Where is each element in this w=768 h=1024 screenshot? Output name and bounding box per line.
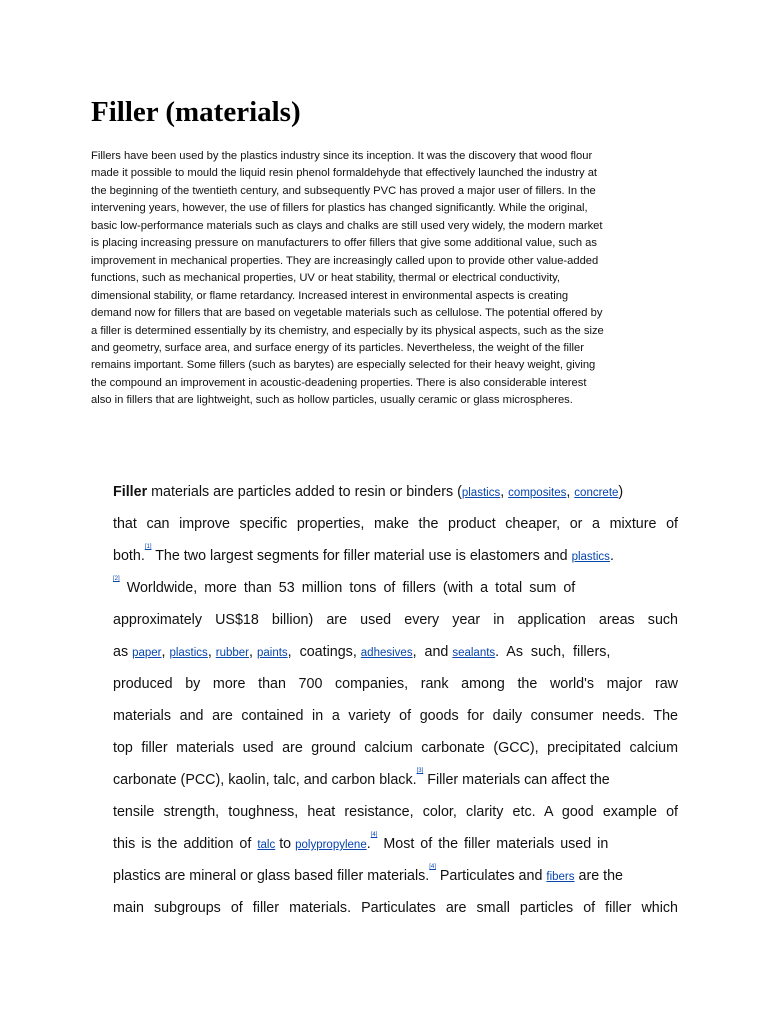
text: to xyxy=(275,836,296,852)
text: Worldwide, more than 53 million tons of fillers (with a total sum of xyxy=(119,580,576,596)
text: . As such, fillers, xyxy=(495,644,611,660)
reference-3[interactable]: [3] xyxy=(416,768,424,774)
intro-line: functions, such as mechanical properties, UV or heat stability, thermal or electrical conductivity, xyxy=(91,272,561,285)
intro-line: and geometry, surface area, and surface energy of its particles. Nevertheless, the weight of the filler xyxy=(91,341,584,354)
intro-line: the beginning of the twentieth century, and subsequently PVC has proved a major user of fillers. In the xyxy=(91,184,596,197)
reference-2[interactable]: [2] xyxy=(113,576,120,582)
intro-line: dimensional stability, or flame retardancy. Increased interest in environmental aspects is creating xyxy=(91,289,569,302)
main-line-7: produced by more than 700 companies, rank among the world's major raw xyxy=(113,676,678,692)
reference-1[interactable]: [1] xyxy=(144,544,152,550)
intro-line: is placing increasing pressure on manufacturers to offer fillers that give some additional value, such as xyxy=(91,237,597,250)
link-adhesives[interactable]: adhesives xyxy=(360,647,413,659)
intro-line: also in fillers that are lightweight, such as hollow particles, usually ceramic or glass microspheres. xyxy=(91,394,573,407)
text: Particulates and xyxy=(435,868,547,884)
text: plastics are mineral or glass based filler materials. xyxy=(113,868,430,884)
main-line-12 xyxy=(113,828,678,860)
text: ) xyxy=(618,484,624,500)
main-line-1 xyxy=(113,476,678,508)
main-line-5: approximately US$18 billion) are used every year in application areas such xyxy=(113,612,678,628)
main-paragraph xyxy=(113,476,678,924)
text: , xyxy=(566,484,575,500)
text: as xyxy=(113,644,133,660)
text: carbonate (PCC), kaolin, talc, and carbon black. xyxy=(113,772,417,788)
link-sealants[interactable]: sealants xyxy=(452,647,496,659)
text: both. xyxy=(113,548,145,564)
reference-5[interactable]: [4] xyxy=(429,864,436,870)
link-polypropylene[interactable]: polypropylene xyxy=(295,839,367,851)
main-line-9: top filler materials used are ground calcium carbonate (GCC), precipitated calcium xyxy=(113,740,678,756)
text: Filler materials can affect the xyxy=(423,772,610,788)
intro-line: made it possible to mould the liquid resin phenol formaldehyde that effectively launched the industry at xyxy=(91,167,598,180)
text: this is the addition of xyxy=(113,836,258,852)
text: , coatings, xyxy=(287,644,361,660)
link-fibers[interactable]: fibers xyxy=(546,871,575,883)
main-line-14: main subgroups of filler materials. Particulates are small particles of filler which xyxy=(113,900,678,916)
intro-line: a filler is determined essentially by its chemistry, and especially by its physical aspects, such as the size xyxy=(91,324,604,337)
text: , xyxy=(500,484,509,500)
link-talc[interactable]: talc xyxy=(257,839,276,851)
main-line-4 xyxy=(113,572,678,604)
text: Most of the filler materials used in xyxy=(377,836,609,852)
link-paints[interactable]: paints xyxy=(256,647,288,659)
reference-4[interactable]: [4] xyxy=(370,832,378,838)
intro-line: demand now for fillers that are based on vegetable materials such as cellulose. The potential offered by xyxy=(91,307,603,320)
text: , and xyxy=(412,644,453,660)
text: materials are particles added to resin or binders ( xyxy=(147,484,462,500)
main-line-10 xyxy=(113,764,678,796)
main-line-13 xyxy=(113,860,678,892)
main-line-6: as paper, plastics, rubber, paints, coatings, adhesives, and sealants. As such, fillers, xyxy=(113,644,611,660)
link-rubber[interactable]: rubber xyxy=(215,647,250,659)
page-title: Filler (materials) xyxy=(91,96,301,128)
link-plastics[interactable]: plastics xyxy=(461,487,501,499)
intro-line: basic low-performance materials such as clays and chalks are still used very widely, the modern market xyxy=(91,219,603,232)
main-line-2: that can improve specific properties, make the product cheaper, or a mixture of xyxy=(113,516,678,532)
text: . xyxy=(609,548,614,564)
intro-line: improvement in mechanical properties. They are increasingly called upon to provide other value-added xyxy=(91,254,599,267)
text: are the xyxy=(574,868,623,884)
text: . xyxy=(366,836,371,852)
main-line-11: tensile strength, toughness, heat resistance, color, clarity etc. A good example of xyxy=(113,804,678,820)
link-concrete[interactable]: concrete xyxy=(574,487,619,499)
intro-line: intervening years, however, the use of fillers for plastics has changed significantly. While the original, xyxy=(91,202,588,215)
main-line-3 xyxy=(113,540,678,572)
link-composites[interactable]: composites xyxy=(508,487,567,499)
link-plastics-2[interactable]: plastics xyxy=(571,551,610,563)
text: The two largest segments for filler material use is elastomers and xyxy=(151,548,572,564)
intro-line: Fillers have been used by the plastics industry since its inception. It was the discovery that wood flour xyxy=(91,150,593,162)
term-bold: Filler xyxy=(113,484,148,500)
intro-paragraph xyxy=(91,148,676,410)
main-line-8: materials and are contained in a variety of goods for daily consumer needs. The xyxy=(113,708,678,724)
link-plastics-3[interactable]: plastics xyxy=(169,647,208,659)
intro-line: remains important. Some fillers (such as barytes) are especially selected for their heavy weight, giving xyxy=(91,359,596,372)
intro-line: the compound an improvement in acoustic-deadening properties. There is also considerable interest xyxy=(91,376,587,389)
link-paper[interactable]: paper xyxy=(132,647,162,659)
